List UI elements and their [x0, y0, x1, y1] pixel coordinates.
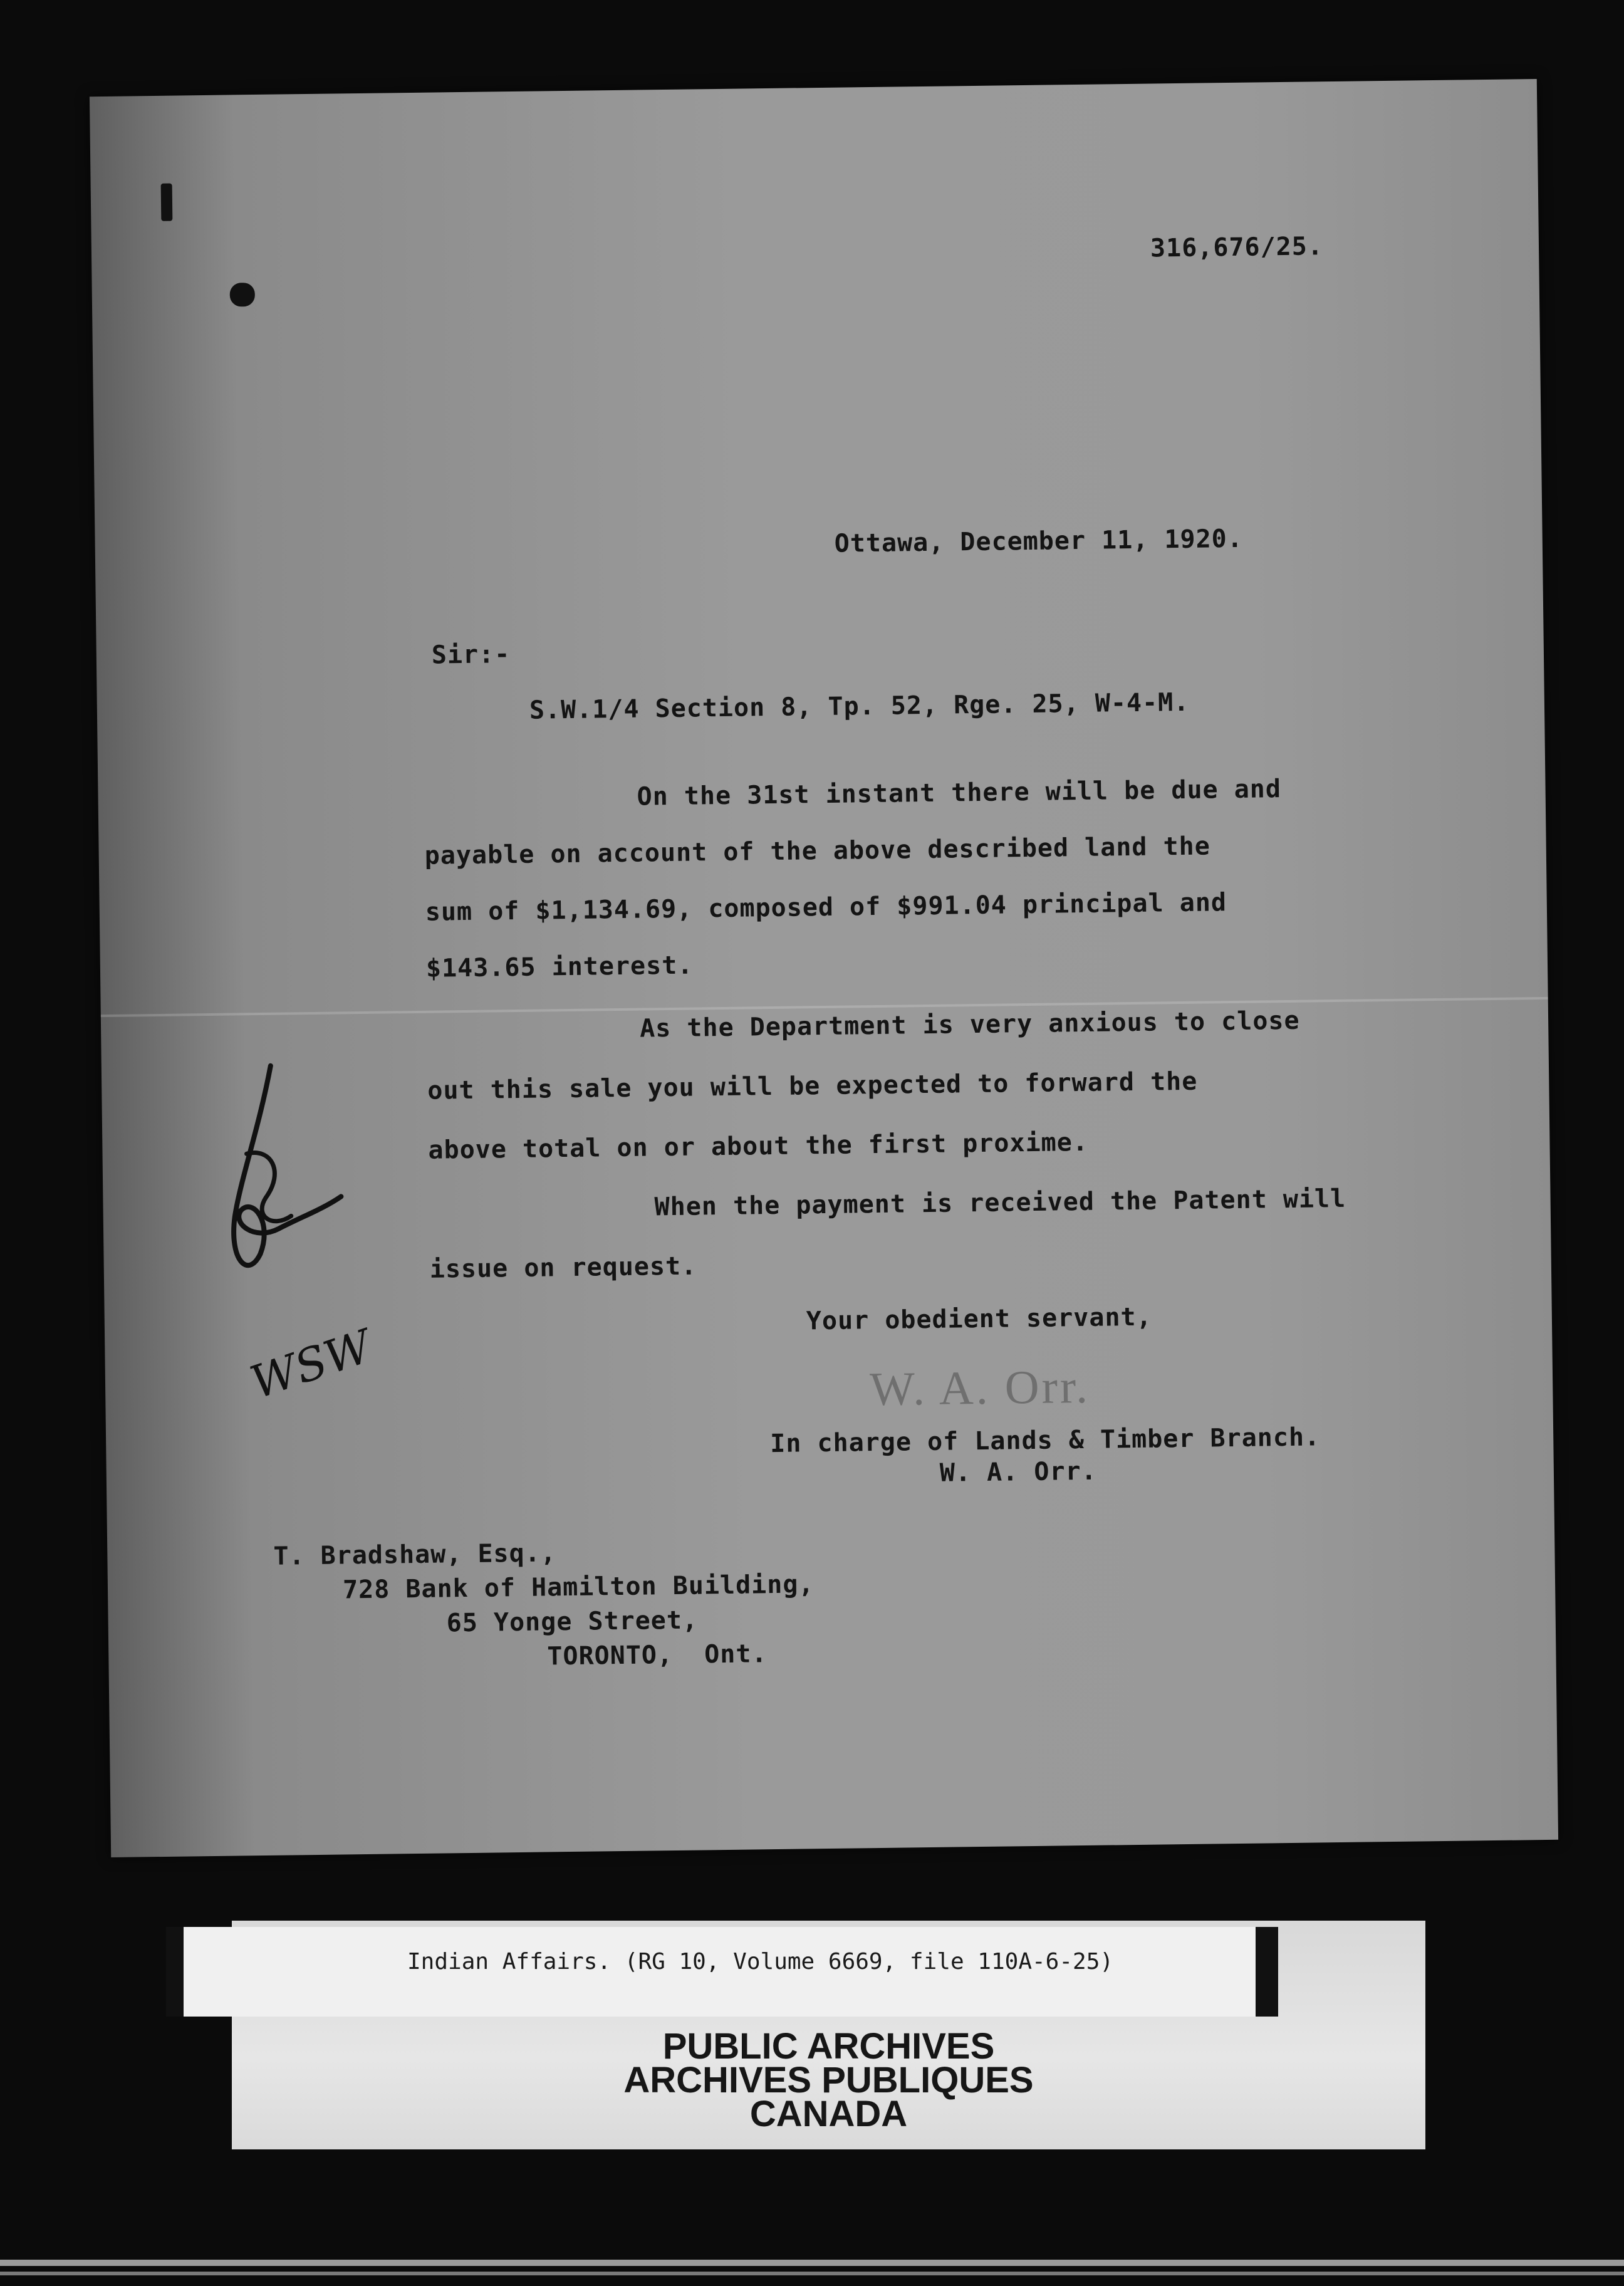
addressee-line-3: 65 Yonge Street, — [446, 1605, 699, 1638]
body-line-7: above total on or about the first proxime. — [428, 1127, 1089, 1165]
handwritten-initials-mark — [195, 1052, 362, 1317]
file-number: 316,676/25. — [1150, 232, 1324, 263]
signature-stamp: W. A. Orr. — [869, 1360, 1091, 1416]
film-edge-strip-2 — [0, 2272, 1624, 2275]
body-line-5: As the Department is very anxious to close — [639, 1006, 1300, 1043]
film-edge-strip — [0, 2260, 1624, 2266]
salutation: Sir:- — [431, 640, 511, 670]
closing: Your obedient servant, — [806, 1302, 1152, 1336]
body-line-6: out this sale you will be expected to forward the — [427, 1067, 1198, 1105]
body-line-2: payable on account of the above described land the — [424, 832, 1211, 870]
body-line-9: issue on request. — [429, 1251, 697, 1284]
archive-line-1: PUBLIC ARCHIVES — [662, 2026, 995, 2067]
date-line: Ottawa, December 11, 1920. — [834, 524, 1244, 558]
letter-page — [90, 79, 1558, 1857]
addressee-line-1: T. Bradshaw, Esq., — [273, 1538, 557, 1571]
archive-line-3: CANADA — [749, 2094, 908, 2134]
handwritten-initials: WSW — [244, 1319, 378, 1409]
body-line-1: On the 31st instant there will be due and — [637, 775, 1282, 812]
archive-reference: Indian Affairs. (RG 10, Volume 6669, file 110A-6-25) — [407, 1949, 1114, 1975]
body-line-4: $143.65 interest. — [425, 951, 694, 983]
signature-title: In charge of Lands & Timber Branch. — [769, 1422, 1321, 1459]
addressee-line-2: 728 Bank of Hamilton Building, — [342, 1570, 815, 1605]
addressee-line-4: TORONTO, Ont. — [547, 1639, 768, 1671]
subject-line: S.W.1/4 Section 8, Tp. 52, Rge. 25, W-4-M. — [529, 687, 1190, 725]
signature-name: W. A. Orr. — [939, 1456, 1097, 1488]
hole-punch-mark — [230, 283, 255, 306]
body-line-8: When the payment is received the Patent will — [654, 1184, 1346, 1222]
archive-line-2: ARCHIVES PUBLIQUES — [623, 2060, 1034, 2101]
body-line-3: sum of $1,134.69, composed of $991.04 principal and — [425, 888, 1227, 927]
staple-mark — [161, 184, 173, 221]
